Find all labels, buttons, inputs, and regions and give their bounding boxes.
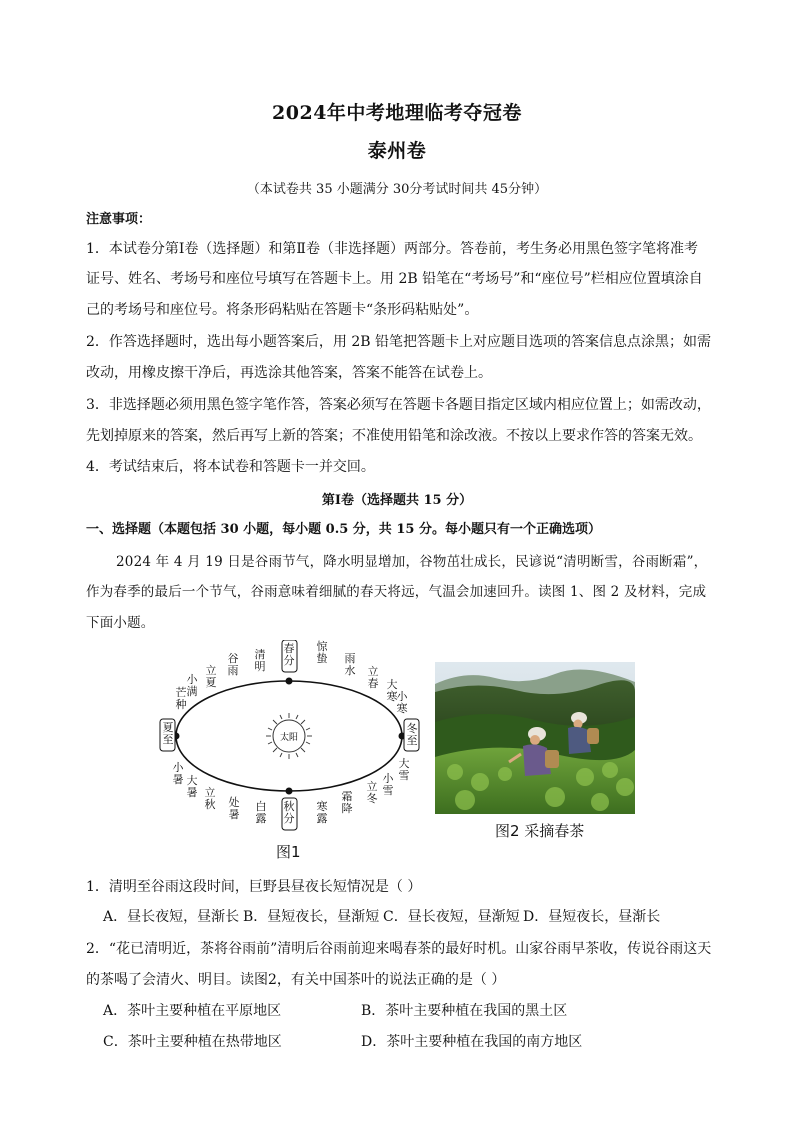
material-line: 作为春季的最后一个节气，谷雨意味着细腻的春天将远，气温会加速回升。读图 1、图 2 及材料，完成 [86,584,707,600]
solar-term-guyu: 谷雨 [227,652,239,677]
solar-term-daxue: 大雪 [398,757,410,782]
solar-term-lichun: 立春 [367,665,379,690]
question-2-option-d[interactable]: D．茶叶主要种植在我国的南方地区 [361,1034,583,1050]
solar-term-chushu: 处暑 [228,796,240,821]
notice-line: 3．非选择题必须用黑色签字笔作答，答案必须写在答题卡各题目指定区域内相应位置上；如需改动， [86,397,711,413]
orbit-point-chunfen [286,678,293,685]
question-2-option-a[interactable]: A．茶叶主要种植在平原地区 [103,1003,282,1019]
solar-term-qiufen: 秋分 [283,800,295,825]
solar-term-yushui: 雨水 [344,652,356,677]
notice-line: 证号、姓名、考场号和座位号填写在答题卡上。用 2B 铅笔在“考场号”和“座位号”栏相应位置填涂自 [86,271,703,287]
tea-picking-photo [435,662,635,814]
question-2-stem: 2．“花已清明近，茶将谷雨前”清明后谷雨前迎来喝春茶的最好时机。山家谷雨早茶收，传说谷雨这天 [86,941,712,957]
notice-line: 1．本试卷分第Ⅰ卷（选择题）和第Ⅱ卷（非选择题）两部分。答卷前，考生务必用黑色签字笔将准考 [86,241,698,257]
exam-subtitle: 泰州卷 [367,140,427,162]
solar-term-dashu: 大暑 [186,774,198,799]
question-2-option-b[interactable]: B．茶叶主要种植在我国的黑土区 [361,1003,568,1019]
notice-line: 4．考试结束后，将本试卷和答题卡一并交回。 [86,459,375,475]
solar-term-xiaoxue: 小雪 [382,772,394,797]
exam-title: 2024年中考地理临考夺冠卷 [272,102,522,124]
notice-line: 改动，用橡皮擦干净后，再选涂其他答案，答案不能答在试卷上。 [86,365,492,381]
solar-terms-orbit-diagram [140,640,430,855]
exam-note: （本试卷共 35 小题满分 30分考试时间共 45分钟） [246,182,548,197]
question-1-stem: 1．清明至谷雨这段时间，巨野县昼夜长短情况是（ ） [86,879,422,895]
solar-term-dahan: 大寒 [386,678,398,703]
question-1-option-a[interactable]: A．昼长夜短，昼渐长 [103,909,240,925]
question-1-option-c[interactable]: C．昼长夜短，昼渐短 [383,909,520,925]
solar-term-xiaoman: 小满 [186,673,198,698]
solar-term-jingzhe: 惊蛰 [316,640,328,665]
section-part: 一、选择题（本题包括 30 小题，每小题 0.5 分，共 15 分。每小题只有一个正确选项） [86,522,601,537]
sun-label: 太阳 [279,733,299,743]
solar-term-xiaohan: 小寒 [396,690,408,715]
solar-term-mangzhong: 芒种 [175,686,187,711]
solar-term-chunfen: 春分 [283,642,295,667]
notice-line: 先划掉原来的答案，然后再写上新的答案；不准使用铅笔和涂改液。不按以上要求作答的答案无效。 [86,428,702,444]
section-title: 第Ⅰ卷（选择题共 15 分） [321,493,473,508]
solar-term-lidong: 立冬 [366,780,378,805]
notice-line: 2．作答选择题时，选出每小题答案后，用 2B 铅笔把答题卡上对应题目选项的答案信息点涂黑；如需 [86,334,712,350]
solar-term-shuangjiang: 霜降 [341,790,353,815]
notice-line: 己的考场号和座位号。将条形码粘贴在答题卡“条形码粘贴处”。 [86,302,479,318]
question-2-option-c[interactable]: C．茶叶主要种植在热带地区 [103,1034,282,1050]
question-1-option-d[interactable]: D．昼短夜长，昼渐长 [523,909,661,925]
material-line: 2024 年 4 月 19 日是谷雨节气，降水明显增加，谷物茁壮成长，民谚说“清明断雪，谷雨断霜”， [116,554,708,570]
solar-term-qingming: 清明 [254,648,266,673]
figure2-caption: 图2 采摘春茶 [495,822,585,840]
material-line: 下面小题。 [86,615,155,631]
notice-heading: 注意事项： [86,212,152,227]
figure1-caption: 图1 [276,843,301,861]
solar-term-dongzhi: 冬至 [406,722,418,747]
solar-term-bailu: 白露 [255,800,267,825]
question-1-option-b[interactable]: B．昼短夜长，昼渐短 [243,909,380,925]
solar-term-liqiu: 立秋 [204,786,216,811]
orbit-point-qiufen [286,788,293,795]
question-2-stem: 的茶喝了会清火、明目。读图2，有关中国茶叶的说法正确的是（ ） [86,972,506,988]
solar-term-lixia: 立夏 [205,664,217,689]
solar-term-xiaoshu: 小暑 [172,761,184,786]
solar-term-hanlu: 寒露 [316,800,328,825]
solar-term-xiazhi: 夏至 [162,721,174,746]
